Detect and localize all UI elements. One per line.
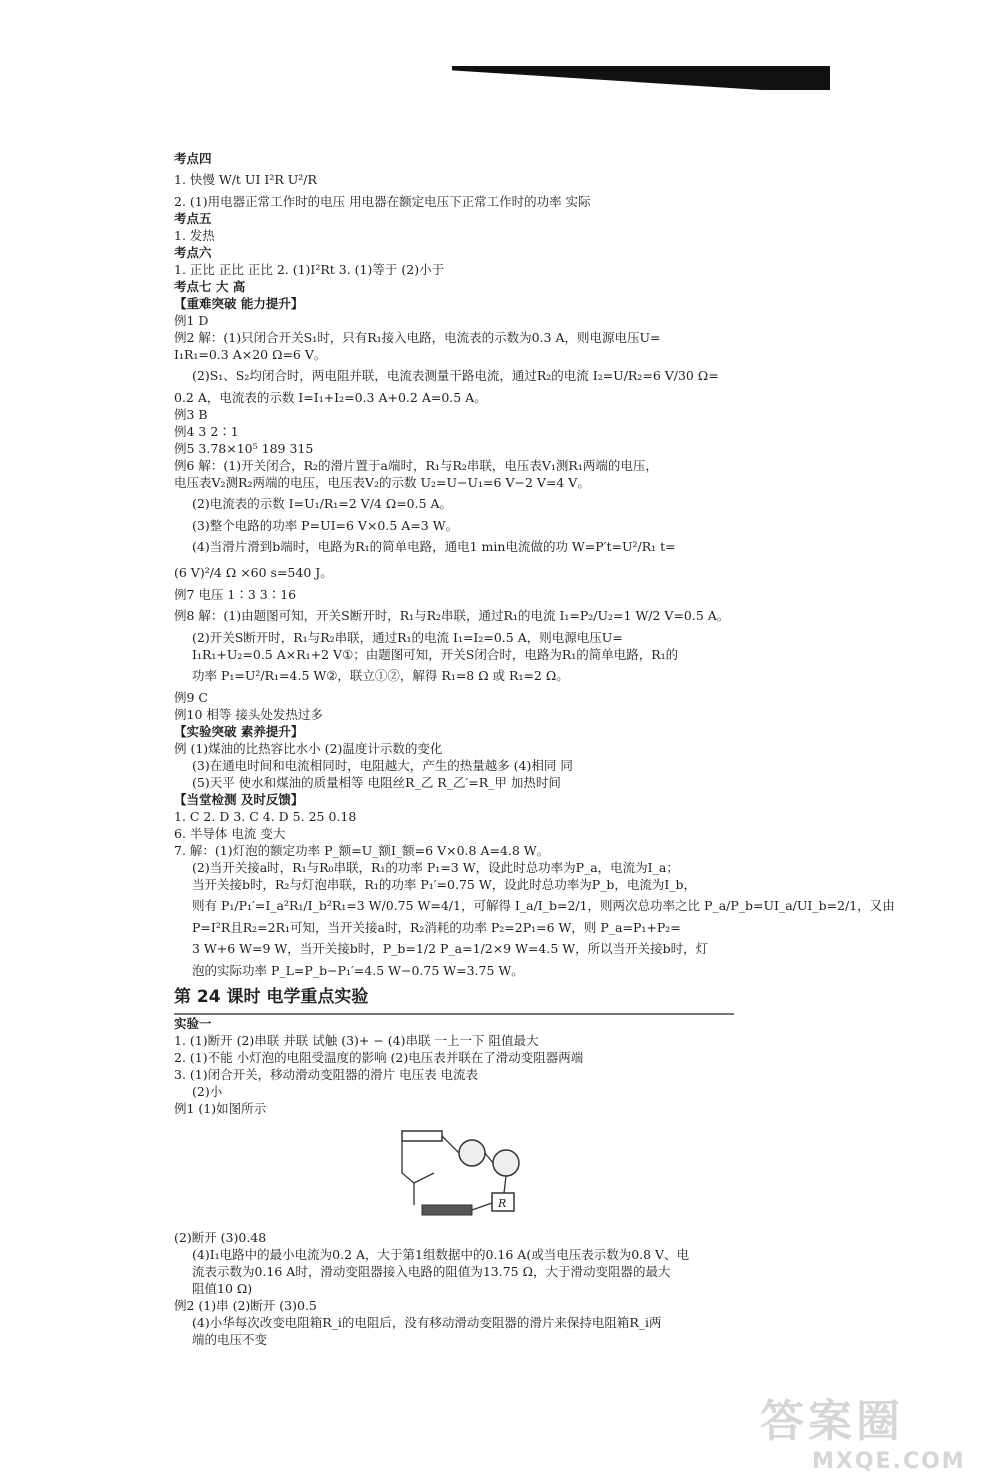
text-line: 2. (1)不能 小灯泡的电阻受温度的影响 (2)电压表并联在了滑动变阻器两端	[174, 1050, 584, 1065]
text-line: 阻值10 Ω)	[192, 1281, 253, 1296]
text-line: 1. 发热	[174, 228, 215, 243]
text-line: 例7 电压 1∶3 3∶16	[174, 587, 297, 602]
text-line: (2)电流表的示数 I=U₁/R₁=2 V/4 Ω=0.5 A。	[192, 496, 453, 511]
text-line: 【当堂检测 及时反馈】	[174, 792, 304, 807]
text-line: 例5 3.78×10⁵ 189 315	[174, 441, 314, 456]
text-line: 例1 (1)如图所示	[174, 1101, 267, 1116]
text-line: 例2 解：(1)只闭合开关S₁时，只有R₁接入电路，电流表的示数为0.3 A，则电源电压U=	[174, 330, 661, 345]
text-line: 则有 P₁/P₁′=I_a²R₁/I_b²R₁=3 W/0.75 W=4/1，可解得 I_a/I_b=2/1，则两次总功率之比 P_a/P_b=UI_a/UI_b=2/1，又由	[192, 898, 895, 913]
text-line: 例3 B	[174, 407, 208, 422]
answer-content	[174, 150, 895, 1348]
answer-block-lesson-24	[174, 1015, 774, 1117]
circuit-diagram-icon	[394, 1123, 524, 1223]
text-line: 功率 P₁=U²/R₁=4.5 W②，联立①②，解得 R₁=8 Ω 或 R₁=2 Ω。	[192, 668, 569, 683]
text-line: (4)Ⅰ₁电路中的最小电流为0.2 A，大于第1组数据中的0.16 A(或当电压表示数为0.8 V、电	[192, 1247, 690, 1262]
text-line: 例1 D	[174, 313, 209, 328]
text-line: (2)S₁、S₂均闭合时，两电阻并联，电流表测量干路电流，通过R₂的电流 I₂=U/R₂=6 V/30 Ω=	[192, 368, 719, 383]
text-line: I₁R₁+U₂=0.5 A×R₁+2 V①；由题图可知，开关S闭合时，电路为R₁的简单电路，R₁的	[192, 647, 679, 662]
answer-block-lesson-23	[174, 150, 895, 979]
text-line: 例2 (1)串 (2)断开 (3)0.5	[174, 1298, 317, 1313]
resistor-label: R	[498, 1197, 507, 1210]
text-line: 例9 C	[174, 690, 208, 705]
text-line: I₁R₁=0.3 A×20 Ω=6 V。	[174, 347, 327, 362]
text-line: 例6 解：(1)开关闭合，R₂的滑片置于a端时，R₁与R₂串联，电压表V₁测R₁两端的电压，	[174, 458, 658, 473]
text-line: 实验一	[174, 1016, 212, 1031]
answer-block-example-1	[174, 1229, 774, 1348]
text-line: 端的电压不变	[192, 1332, 268, 1347]
text-line: 考点五	[174, 211, 212, 226]
text-line: (2)断开 (3)0.48	[174, 1230, 267, 1245]
header-bar-decoration	[452, 66, 830, 90]
text-line: 2. (1)用电器正常工作时的电压 用电器在额定电压下正常工作时的功率 实际	[174, 194, 591, 209]
circuit-figure	[394, 1123, 524, 1223]
text-line: (2)小	[192, 1084, 223, 1099]
text-line: 考点六	[174, 245, 212, 260]
text-line: 【重难突破 能力提升】	[174, 296, 304, 311]
text-line: (2)开关S断开时，R₁与R₂串联，通过R₁的电流 I₁=I₂=0.5 A，则电源电压U=	[192, 630, 623, 645]
text-line: 0.2 A，电流表的示数 I=I₁+I₂=0.3 A+0.2 A=0.5 A。	[174, 390, 487, 405]
text-line: 1. C 2. D 3. C 4. D 5. 25 0.18	[174, 809, 357, 824]
watermark	[760, 1385, 970, 1474]
text-line: 例8 解：(1)由题图可知，开关S断开时，R₁与R₂串联，通过R₁的电流 I₁=P₂/U₂=1 W/2 V=0.5 A。	[174, 608, 730, 623]
text-line: (2)当开关接a时，R₁与R₀串联，R₁的功率 P₁=3 W，设此时总功率为P_a，电流为I_a；	[192, 860, 679, 875]
text-line: 考点七 大 高	[174, 279, 246, 294]
text-line: P=I²R且R₂=2R₁可知，当开关接a时，R₂消耗的功率 P₂=2P₁=6 W，则 P_a=P₁+P₂=	[192, 920, 681, 935]
text-line: 1. (1)断开 (2)串联 并联 试触 (3)+ − (4)串联 一上一下 阻值最大	[174, 1033, 539, 1048]
text-line: 例10 相等 接头处发热过多	[174, 707, 323, 722]
watermark-sub: MXQE.COM	[812, 1449, 966, 1474]
text-line: 当开关接b时，R₂与灯泡串联，R₁的功率 P₁′=0.75 W，设此时总功率为P_b，电流为I_b，	[192, 877, 697, 892]
text-line: 1. 快慢 W/t UI I²R U²/R	[174, 172, 317, 187]
text-line: (5)天平 使水和煤油的质量相等 电阻丝R_乙 R_乙′=R_甲 加热时间	[192, 775, 561, 790]
text-line: 泡的实际功率 P_L=P_b−P₁′=4.5 W−0.75 W=3.75 W。	[192, 963, 524, 978]
text-line: (6 V)²/4 Ω ×60 s=540 J。	[174, 565, 333, 580]
text-line: 【实验突破 素养提升】	[174, 724, 304, 739]
text-line: 3 W+6 W=9 W，当开关接b时，P_b=1/2 P_a=1/2×9 W=4.5 W，所以当开关接b时，灯	[192, 941, 709, 956]
watermark-main: 答案圈	[760, 1396, 904, 1447]
text-line: (4)小华每次改变电阻箱R_i的电阻后，没有移动滑动变阻器的滑片来保持电阻箱R_i两	[192, 1315, 662, 1330]
text-line: 例 (1)煤油的比热容比水小 (2)温度计示数的变化	[174, 741, 443, 756]
text-line: 流表示数为0.16 A时，滑动变阻器接入电路的阻值为13.75 Ω，大于滑动变阻器的最大	[192, 1264, 671, 1279]
text-line: 考点四	[174, 151, 212, 166]
text-line: 电压表V₂测R₂两端的电压，电压表V₂的示数 U₂=U−U₁=6 V−2 V=4 V。	[174, 475, 590, 490]
text-line: (3)整个电路的功率 P=UI=6 V×0.5 A=3 W。	[192, 518, 459, 533]
section-title: 第 24 课时 电学重点实验	[174, 985, 734, 1015]
text-line: (3)在通电时间和电流相同时，电阻越大，产生的热量越多 (4)相同 同	[192, 758, 573, 773]
text-line: 1. 正比 正比 正比 2. (1)I²Rt 3. (1)等于 (2)小于	[174, 262, 445, 277]
text-line: 6. 半导体 电流 变大	[174, 826, 286, 841]
text-line: 例4 3 2∶1	[174, 424, 239, 439]
text-line: 7. 解：(1)灯泡的额定功率 P_额=U_额I_额=6 V×0.8 A=4.8 W。	[174, 843, 550, 858]
text-line: (4)当滑片滑到b端时，电路为R₁的简单电路，通电1 min电流做的功 W=P′t=U²/R₁ t=	[192, 539, 676, 554]
text-line: 3. (1)闭合开关，移动滑动变阻器的滑片 电压表 电流表	[174, 1067, 479, 1082]
